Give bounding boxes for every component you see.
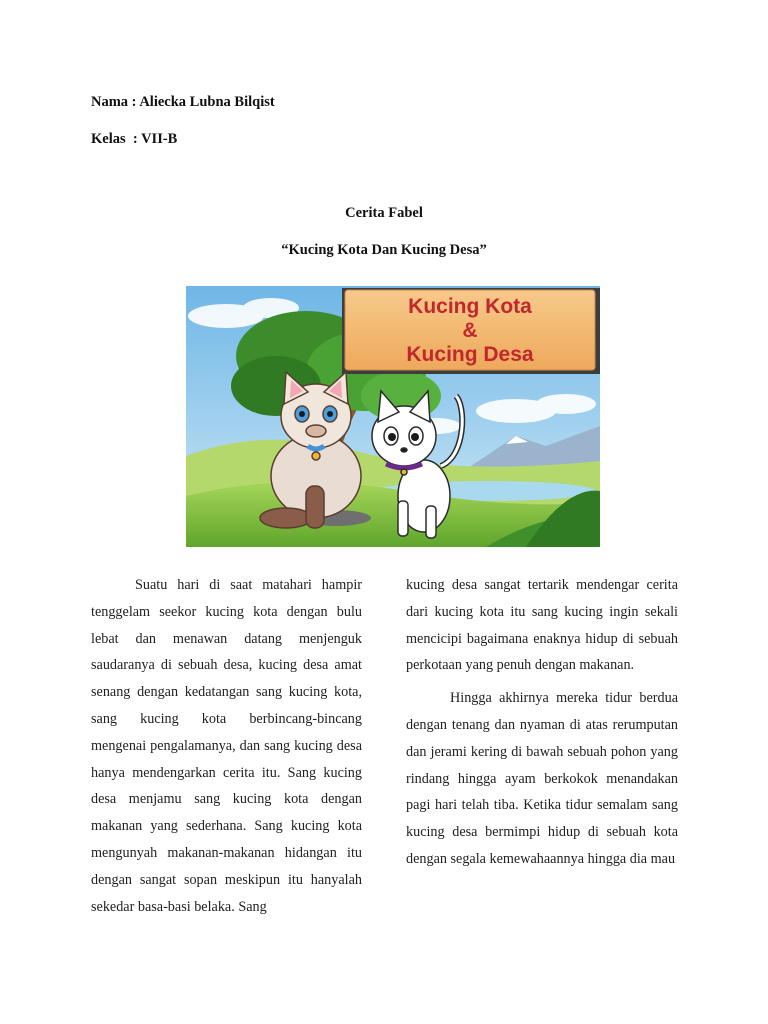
- sign-line-3: Kucing Desa: [406, 343, 534, 366]
- story-paragraph: Suatu hari di saat matahari hampir tenggelam seekor kucing kota dengan bulu lebat dan menawan datang menjenguk saudaranya di sebuah desa, kucing desa amat senang dengan kedatangan sang kucing kota, sang kucing kota berbincang-bincang mengenai pengalamanya, dan sang kucing desa hanya mendengarkan cerita itu. Sang kucing desa menjamu sang kucing kota dengan makanan yang sederhana. Sang kucing kota mengunyah makanan-makanan hidangan itu dengan sangat sopan meskipun itu hanyalah sekedar basa-basi belaka. Sang: [91, 577, 362, 915]
- class-line: Kelas : VII-B: [91, 131, 178, 147]
- story-illustration: [186, 286, 600, 547]
- title-sign: [342, 288, 600, 374]
- story-title: “Kucing Kota Dan Kucing Desa”: [281, 242, 487, 258]
- sign-line-2: &: [462, 319, 478, 342]
- story-paragraph: Hingga akhirnya mereka tidur berdua dengan tenang dan nyaman di atas rerumputan dan jerami kering di bawah sebuah pohon yang rindang hingga ayam berkokok menandakan pagi hari telah tiba. Ketika tidur semalam sang kucing desa bermimpi hidup di sebuah kota dengan segala kemewahaannya hingga dia mau: [406, 690, 678, 867]
- story-column-left: [91, 572, 362, 920]
- story-column-right: [406, 572, 678, 873]
- genre-heading: Cerita Fabel: [345, 205, 423, 221]
- sign-line-1: Kucing Kota: [408, 295, 532, 318]
- name-line: Nama : Aliecka Lubna Bilqist: [91, 94, 275, 110]
- story-paragraph: kucing desa sangat tertarik mendengar cerita dari kucing kota itu sang kucing ingin sekali mencicipi bagaimana enaknya hidup di sebuah perkotaan yang penuh dengan makanan.: [406, 577, 678, 674]
